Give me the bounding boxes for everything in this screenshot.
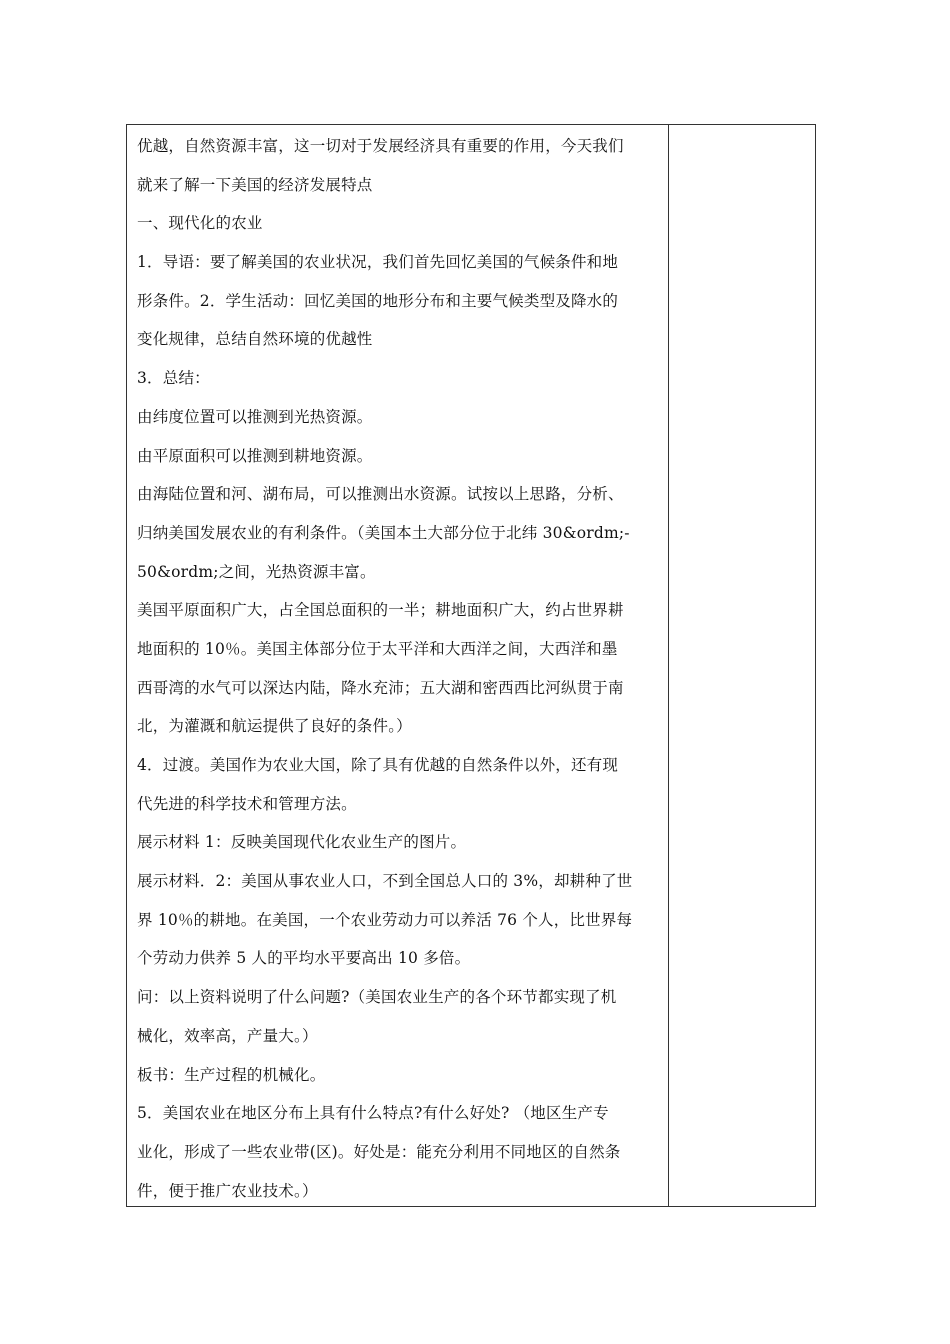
- text-line: 件，便于推广农业技术。）: [137, 1181, 318, 1200]
- text-line: 3．总结：: [137, 369, 210, 388]
- text-line: 就来了解一下美国的经济发展特点: [137, 175, 373, 194]
- text-line: 变化规律，总结自然环境的优越性: [137, 330, 373, 349]
- text-line: 4．过渡。美国作为农业大国，除了具有优越的自然条件以外，还有现: [137, 756, 619, 774]
- text-line: 由平原面积可以推测到耕地资源。: [137, 446, 373, 465]
- text-line: 业化，形成了一些农业带(区)。好处是：能充分利用不同地区的自然条: [137, 1142, 621, 1161]
- text-line: 展示材料．2：美国从事农业人口，不到全国总人口的 3%，却耕种了世: [137, 872, 633, 891]
- notes-cell: [669, 125, 815, 1206]
- text-line: 问：以上资料说明了什么问题?（美国农业生产的各个环节都实现了机: [137, 988, 617, 1007]
- text-line: 归纳美国发展农业的有利条件。（美国本土大部分位于北纬 30&ordm;-: [137, 523, 630, 542]
- text-line: 械化，效率高，产量大。）: [137, 1026, 318, 1045]
- text-line: 优越，自然资源丰富，这一切对于发展经济具有重要的作用，今天我们: [137, 137, 624, 155]
- text-line: 个劳动力供养 5 人的平均水平要高出 10 多倍。: [137, 949, 471, 968]
- text-line: 50&ordm;之间，光热资源丰富。: [137, 562, 376, 581]
- section-heading: 一、现代化的农业: [137, 214, 263, 233]
- text-line: 西哥湾的水气可以深达内陆，降水充沛；五大湖和密西西比河纵贯于南: [137, 678, 624, 697]
- text-line: 形条件。2．学生活动：回忆美国的地形分布和主要气候类型及降水的: [137, 291, 619, 310]
- text-line: 由纬度位置可以推测到光热资源。: [137, 407, 373, 426]
- text-line: 1．导语：要了解美国的农业状况，我们首先回忆美国的气候条件和地: [137, 253, 619, 272]
- text-line: 北，为灌溉和航运提供了良好的条件。）: [137, 717, 412, 736]
- lesson-table: [126, 124, 816, 1207]
- text-line: 5．美国农业在地区分布上具有什么特点?有什么好处? （地区生产专: [137, 1104, 609, 1123]
- text-line: 地面积的 10％。美国主体部分位于太平洋和大西洋之间，大西洋和墨: [137, 639, 618, 658]
- text-line: 板书：生产过程的机械化。: [137, 1065, 326, 1084]
- text-line: 界 10％的耕地。在美国，一个农业劳动力可以养活 76 个人，比世界每: [137, 910, 633, 929]
- text-line: 代先进的科学技术和管理方法。: [137, 794, 357, 813]
- text-line: 展示材料 1：反映美国现代化农业生产的图片。: [137, 833, 467, 852]
- text-line: 由海陆位置和河、湖布局，可以推测出水资源。试按以上思路，分析、: [137, 485, 624, 504]
- text-line: 美国平原面积广大，占全国总面积的一半；耕地面积广大，约占世界耕: [137, 601, 624, 620]
- lesson-content-cell: [127, 125, 669, 1206]
